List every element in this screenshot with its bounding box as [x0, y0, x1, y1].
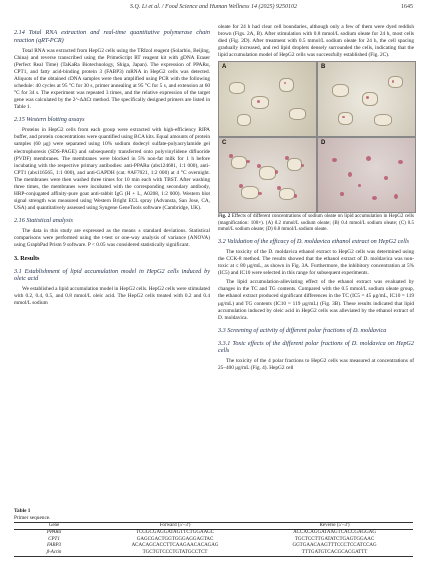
table-1-label: Table 1 — [14, 508, 31, 514]
running-header — [14, 4, 413, 16]
table-1-subtitle: Primer sequence. — [14, 514, 51, 521]
section-3-3-1-text: The toxicity of the 4 polar fractions to HepG2 cells was measured at concentrations of 25–400 μg/mL (Fig. 4). HepG2 cell — [218, 358, 414, 372]
section-2-15-text: Proteins in HepG2 cells from each group were extracted with high-efficiency RIPA buffer, and protein concentrations were quantified using BCA kits. Equal amounts of protein samples (60 μg) were separated using 10% sodium dodecyl sulfate-polyacrylamide gel electrophoresis (SDS-PAGE) and subsequently transferred onto polyvinylidene difluoride (PVDF) membranes. The membranes were blocked in 5% non-fat milk for 1 h before incubating with the respective primary antibodies: anti-PPARα (abs124681, 1:1 000), anti-CPT1 (abs116565, 1:1 000), and anti-GAPDH (cat. #AF7021, 1:2 000) at 4 °C overnight. The membranes were then washed three times for 10 min each with TBST. After washing three times, the membranes were incubated with the corresponding secondary antibody, HRP-conjugated affinity-pure goat anti-rabbit IgG (H + L, A0208, 1:2 000). Western blot signal strength was measured using Western Bright ECL spray (Advansta, San Jose, CA, USA) and quantitatively assessed using Syngene GeneTools software (Cambridge, UK). — [14, 127, 210, 212]
gene-cell: β-Actin — [46, 549, 62, 555]
section-3-2-text-2: The lipid accumulation-alleviating effect of the ethanol extract was evaluated by changes in the TC and TG contents. Compared with the 0.5 mmol/L sodium oleate group, the ethanol extract produced significant differences in the TC (IC5 = 45 μg/mL, IC10 = 119 μg/mL) and TG contents (IC10 = 119 μg/mL) (Fig. 3B). These results indicated that lipid accumulation induced by oleic acid in HepG2 cells was alleviated by the ethanol extract of D. moldavica. — [218, 279, 414, 321]
section-3-2-title: 3.2 Validation of the efficacy of D. moldavica ethanol extract on HepG2 cells — [218, 238, 410, 246]
section-2-16-text: The data in this study are expressed as the means ± standard deviations. Statistical comparisons were performed using the t-test or one-way analysis of variance (ANOVA) using GraphPad Prism 9 software. P < 0.05 was considered statistically significant. — [14, 228, 210, 249]
section-3-3-title: 3.3 Screening of activity of different polar fractions of D. moldavica — [218, 326, 387, 334]
reverse-cell: GGTGAACAAGTTTCCCTCCATCCAG — [292, 543, 377, 549]
figure-2 — [218, 61, 414, 211]
section-3-2-text-1: The toxicity of the D. moldavica ethanol extract to HepG2 cells was determined using the CCK-8 method. The results showed that the ethanol extract of D. moldavica was non-toxic at ≤ 80 μg/mL, as shown in Fig. 3A. Furthermore, the inhibitory concentration at 5% (IC5) and IC10 were selected in this range for subsequent experiments. — [218, 248, 414, 277]
forward-cell: TGCTGTCCCTGTATGCCTCT — [142, 549, 208, 555]
header-gene: Gene — [48, 523, 60, 528]
section-3-1-continued-text: oleate for 24 h had clear cell boundaries, although only a few of them were dyed reddish brown (Figs. 2A, B). After stimulation with 0.8 mmol/L sodium oleate for 24 h, most cells died (Fig. 2D). After treatment with 0.5 mmol/L sodium oleate for 24 h, the cell spacing gradually increased, and red lipid droplets densely surrounded the cells, indicating that the lipid accumulation model of HepG2 cells was successfully established (Fig. 2C). — [218, 24, 414, 59]
table-row — [14, 530, 413, 537]
section-3-1-title: 3.1 Establishment of lipid accumulation model in HepG2 cells induced by oleic acid — [14, 267, 210, 283]
table-1 — [14, 508, 413, 557]
section-3-title: 3. Results — [14, 255, 40, 263]
panel-label-c: C — [222, 140, 227, 147]
section-2-14-title: 2.14 Total RNA extraction and real-time quantitative polymerase chain reaction (qRT-PCR) — [14, 29, 210, 44]
forward-cell: GAGCGACTGGTGGGAGGAGTAC — [136, 536, 214, 542]
section-3-1-text: We established a lipid accumulation model in HepG2 cells. HepG2 cells were stimulated with 0.2, 0.4, 0.5, and 0.8 mmol/L oleic acid. The HepG2 cells treated with 0.2 and 0.4 mmol/L sodium — [14, 286, 211, 307]
section-3-3-1-title: 3.3.1 Toxic effects of the different polar fractions of D. moldavica on HepG2 cells — [218, 339, 414, 355]
section-2-15-title: 2.15 Western blotting assays — [14, 116, 85, 124]
gene-cell: CPT1 — [48, 536, 60, 542]
header-forward: Forward (5'–3') — [159, 523, 191, 528]
table-header-row — [14, 523, 413, 530]
table-row — [14, 550, 413, 557]
figure-2-panel-a — [218, 61, 317, 137]
reverse-cell: ACCACAGGATAAGTCACCGAGGAG — [293, 530, 376, 536]
primer-table — [14, 522, 413, 557]
figure-2-label: Fig. 2 — [218, 214, 231, 220]
journal-citation: S.Q. Li et al. / Food Science and Human Wellness 14 (2025) 9250102 — [130, 4, 297, 10]
reverse-cell: TGCTCCTTGATATCTGAGTGGAAC — [294, 536, 375, 542]
panel-label-b: B — [321, 64, 326, 71]
section-2-16-title: 2.16 Statistical analysis — [14, 217, 73, 225]
section-2-14-text: Total RNA was extracted from HepG2 cells using the TRIzol reagent (Solarbio, Beijing, China) and reverse transcribed using the PrimeScript RT reagent kit with gDNA Eraser (Perfect Real Time) (TaKaRa Biotechnology, Shiga, Japan). The expression of PPARα, CPT1, and fatty acid-binding protein 3 (FABP3) mRNA in HepG2 cells was detected. Aliquots of the obtained cDNA samples were then amplified using PCR with the following schedule: 40 cycles at 95 °C for 30 s, primer annealing at 95 °C for 5 s, and extension at 60 °C for 34 s. The experiment was repeated 3 times, and the relative expression of the target gene was calculated by the 2^-ΔΔCt method. The specifically designed primers are listed in Table 1. — [14, 47, 210, 111]
figure-2-panel-d — [317, 137, 416, 213]
reverse-cell: TTTGATGTCACGCACGATTT — [301, 549, 368, 555]
page-number: 1645 — [401, 4, 413, 10]
right-column — [218, 24, 414, 374]
gene-cell: FABP3 — [46, 543, 62, 549]
gene-cell: PPARα — [46, 530, 62, 536]
figure-2-panel-c — [218, 137, 317, 213]
forward-cell: ACACAGCACCTTCAAGAACACAGAG — [131, 543, 219, 549]
left-column — [14, 24, 210, 309]
figure-2-panel-b — [317, 61, 416, 137]
panel-label-a: A — [222, 64, 227, 71]
header-reverse: Reverse (5'–3') — [319, 523, 350, 528]
panel-label-d: D — [321, 140, 326, 147]
figure-2-caption-text: Effects of different concentrations of sodium oleate on lipid accumulation in HepG2 cells (magnification: 100×). (A) 0.2 mmol/L sodium oleate; (B) 0.4 mmol/L sodium oleate; (C) 0.5 mmol/L sodium oleate; (D) 0.8 mmol/L sodium oleate. — [218, 214, 415, 232]
figure-2-caption — [218, 214, 414, 233]
forward-cell: TCGGCGAGGATAGTTCTGGAAGC — [135, 530, 215, 536]
